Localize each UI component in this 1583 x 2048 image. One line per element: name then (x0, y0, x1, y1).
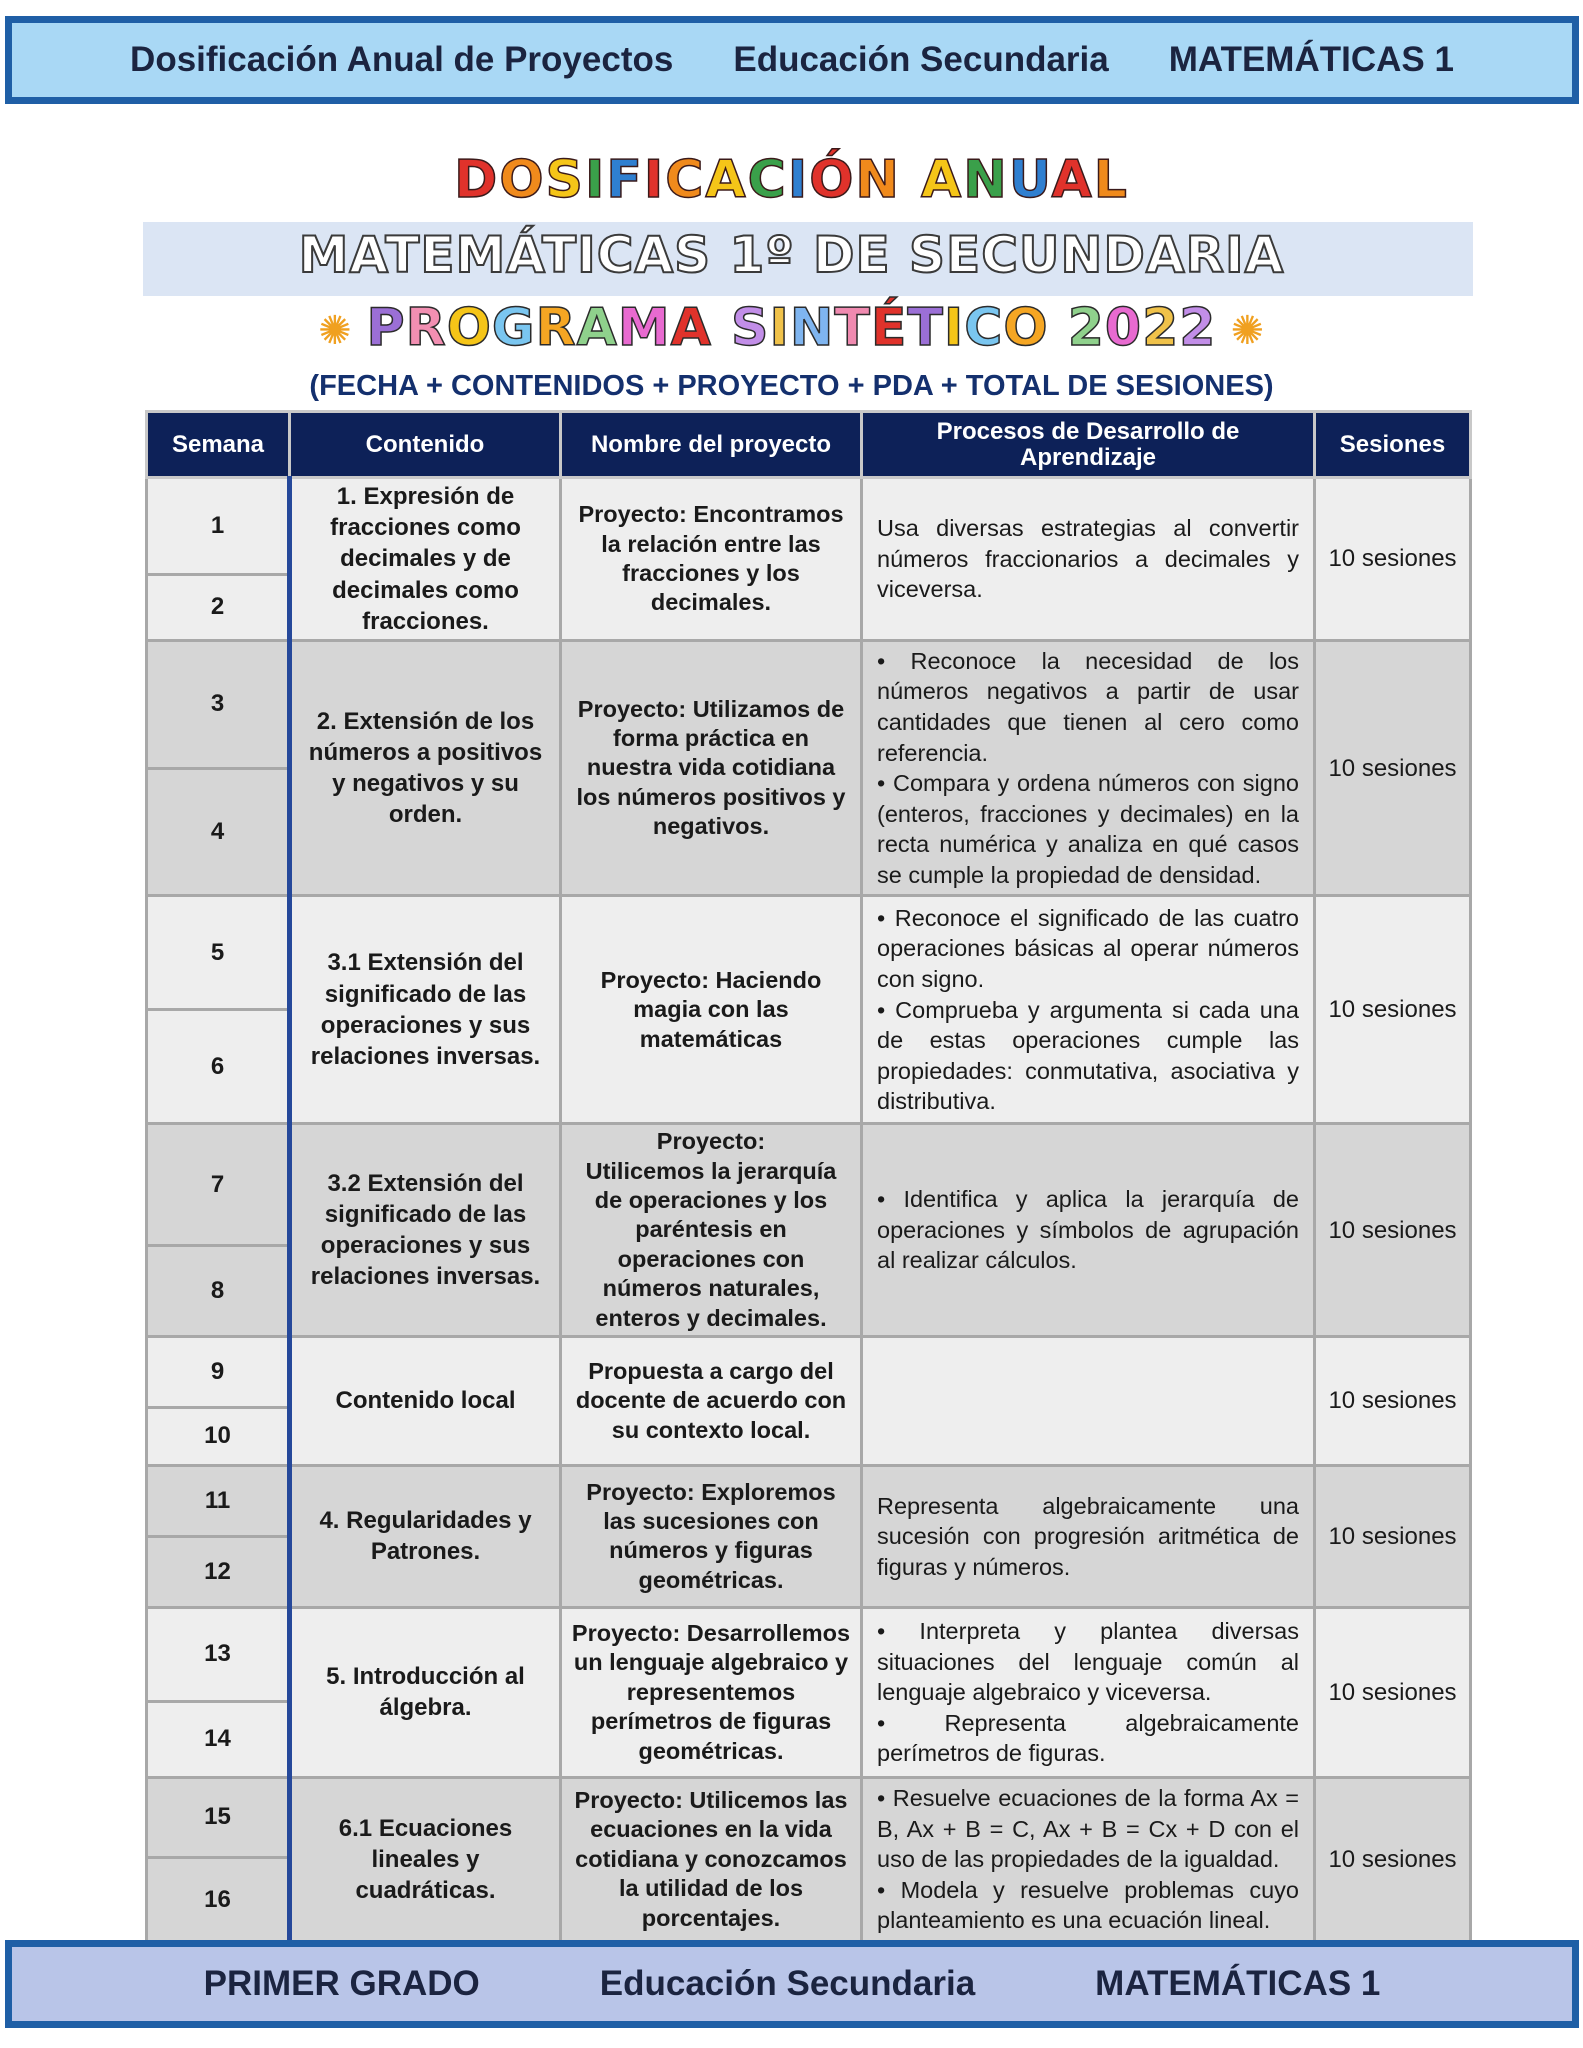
sessions-cell: 10 sesiones (1315, 1465, 1471, 1607)
header-content: Contenido (290, 412, 561, 478)
week-number: 8 (147, 1245, 290, 1336)
pda-item: • Representa algebraicamente perímetros de figuras. (877, 1709, 1299, 1767)
week-number: 3 (147, 640, 290, 768)
table-row (147, 478, 1471, 575)
header-item-subject: MATEMÁTICAS 1 (1168, 40, 1454, 79)
dosage-table (145, 410, 1472, 1943)
table-row (147, 1336, 1471, 1407)
document-title (0, 150, 1583, 210)
content-cell: 1. Expresión de fracciones como decimales y de decimales como fracciones. (290, 478, 561, 641)
week-number: 6 (147, 1010, 290, 1124)
content-cell: 3.2 Extensión del significado de las operaciones y sus relaciones inversas. (290, 1124, 561, 1337)
project-cell: Proyecto: Haciendo magia con las matemáticas (561, 896, 862, 1124)
week-number: 12 (147, 1536, 290, 1607)
pda-cell (862, 640, 1315, 895)
week-number: 2 (147, 574, 290, 640)
project-cell: Propuesta a cargo del docente de acuerdo con su contexto local. (561, 1336, 862, 1465)
sessions-cell: 10 sesiones (1315, 1336, 1471, 1465)
pda-item: • Compara y ordena números con signo (enteros, fracciones y decimales) en la recta numérica y analiza en qué casos se cumple la propiedad de densidad. (877, 770, 1299, 888)
header-banner (5, 16, 1579, 104)
sessions-cell: 10 sesiones (1315, 640, 1471, 895)
table-header-row (147, 412, 1471, 478)
week-number: 13 (147, 1607, 290, 1701)
sessions-cell: 10 sesiones (1315, 478, 1471, 641)
project-label: Proyecto: (656, 1128, 766, 1155)
pda-cell (862, 1336, 1315, 1465)
table-row (147, 640, 1471, 768)
program-title (0, 298, 1583, 358)
week-number: 14 (147, 1701, 290, 1777)
title-line-2: MATEMÁTICAS 1º DE SECUNDARIA (298, 226, 1285, 284)
project-cell: Proyecto: Exploremos las sucesiones con números y figuras geométricas. (561, 1465, 862, 1607)
title-line-1: DOSIFICACIÓN ANUAL (454, 150, 1129, 210)
pda-item: • Reconoce el significado de las cuatro operaciones básicas al operar números con signo. (877, 904, 1299, 992)
sessions-cell: 10 sesiones (1315, 896, 1471, 1124)
content-cell: 6.1 Ecuaciones lineales y cuadráticas. (290, 1777, 561, 1941)
pda-cell (862, 478, 1315, 641)
table-row (147, 1124, 1471, 1246)
sessions-cell: 10 sesiones (1315, 1607, 1471, 1777)
pda-item: • Interpreta y plantea diversas situaciones del lenguaje común al lenguaje algebraico y viceversa. (877, 1618, 1299, 1706)
title-line-3: PROGRAMA SINTÉTICO 2022 (366, 298, 1217, 358)
project-cell: Proyecto: Encontramos la relación entre las fracciones y los decimales. (561, 478, 862, 641)
project-cell (561, 1124, 862, 1337)
header-pda: Procesos de Desarrollo de Aprendizaje (862, 412, 1315, 478)
table-row (147, 1607, 1471, 1701)
week-number: 1 (147, 478, 290, 575)
header-item-level: Educación Secundaria (733, 40, 1109, 79)
week-number: 7 (147, 1124, 290, 1246)
header-week: Semana (147, 412, 290, 478)
pda-cell (862, 1465, 1315, 1607)
table-row (147, 1777, 1471, 1857)
week-number: 16 (147, 1857, 290, 1941)
pda-item: • Resuelve ecuaciones de la forma Ax = B, Ax + B = C, Ax + B = Cx + D con el uso de las propiedades de la igualdad. (877, 1785, 1299, 1873)
sessions-cell: 10 sesiones (1315, 1124, 1471, 1337)
pda-cell (862, 1777, 1315, 1941)
sun-ornament-icon: ✺ (1230, 308, 1265, 354)
project-cell: Proyecto: Utilizamos de forma práctica en nuestra vida cotidiana los números positivos y negativos. (561, 640, 862, 895)
pda-cell (862, 1607, 1315, 1777)
footer-item-subject: MATEMÁTICAS 1 (1095, 1964, 1381, 2003)
week-number: 9 (147, 1336, 290, 1407)
content-cell: Contenido local (290, 1336, 561, 1465)
pda-cell (862, 1124, 1315, 1337)
project-cell: Proyecto: Desarrollemos un lenguaje algebraico y representemos perímetros de figuras geométricas. (561, 1607, 862, 1777)
content-cell: 2. Extensión de los números a positivos y negativos y su orden. (290, 640, 561, 895)
footer-banner (5, 1940, 1579, 2028)
pda-cell (862, 896, 1315, 1124)
sessions-cell: 10 sesiones (1315, 1777, 1471, 1941)
pda-item: • Comprueba y argumenta si cada una de estas operaciones cumple las propiedades: conmutativa, asociativa y distributiva. (877, 996, 1299, 1115)
header-project: Nombre del proyecto (561, 412, 862, 478)
pda-item: Representa algebraicamente una sucesión con progresión aritmética de figuras y números. (877, 1492, 1299, 1580)
project-cell: Proyecto: Utilicemos las ecuaciones en la vida cotidiana y conozcamos la utilidad de los porcentajes. (561, 1777, 862, 1941)
footer-item-level: Educación Secundaria (599, 1964, 976, 2003)
table-row (147, 1465, 1471, 1536)
header-sessions: Sesiones (1315, 412, 1471, 478)
footer-item-grade: PRIMER GRADO (203, 1964, 480, 2003)
pda-item: • Modela y resuelve problemas cuyo planteamiento es una ecuación lineal. (877, 1876, 1299, 1934)
pda-item: Usa diversas estrategias al convertir números fraccionarios a decimales y viceversa. (877, 515, 1299, 603)
week-number: 11 (147, 1465, 290, 1536)
table-row (147, 896, 1471, 1010)
pda-item: • Identifica y aplica la jerarquía de operaciones y símbolos de agrupación al realizar cálculos. (877, 1186, 1299, 1274)
week-number: 5 (147, 896, 290, 1010)
week-number: 15 (147, 1777, 290, 1857)
project-name: Utilicemos la jerarquía de operaciones y los paréntesis en operaciones con números naturales, enteros y decimales. (585, 1157, 837, 1331)
content-cell: 5. Introducción al álgebra. (290, 1607, 561, 1777)
content-cell: 3.1 Extensión del significado de las operaciones y sus relaciones inversas. (290, 896, 561, 1124)
content-cell: 4. Regularidades y Patrones. (290, 1465, 561, 1607)
week-number: 10 (147, 1407, 290, 1465)
sun-ornament-icon: ✺ (318, 308, 353, 354)
header-item-title: Dosificación Anual de Proyectos (130, 40, 674, 79)
week-number: 4 (147, 768, 290, 896)
subtitle: (FECHA + CONTENIDOS + PROYECTO + PDA + TOTAL DE SESIONES) (309, 370, 1274, 402)
pda-item: • Reconoce la necesidad de los números negativos a partir de usar cantidades que tienen al cero como referencia. (877, 647, 1299, 766)
